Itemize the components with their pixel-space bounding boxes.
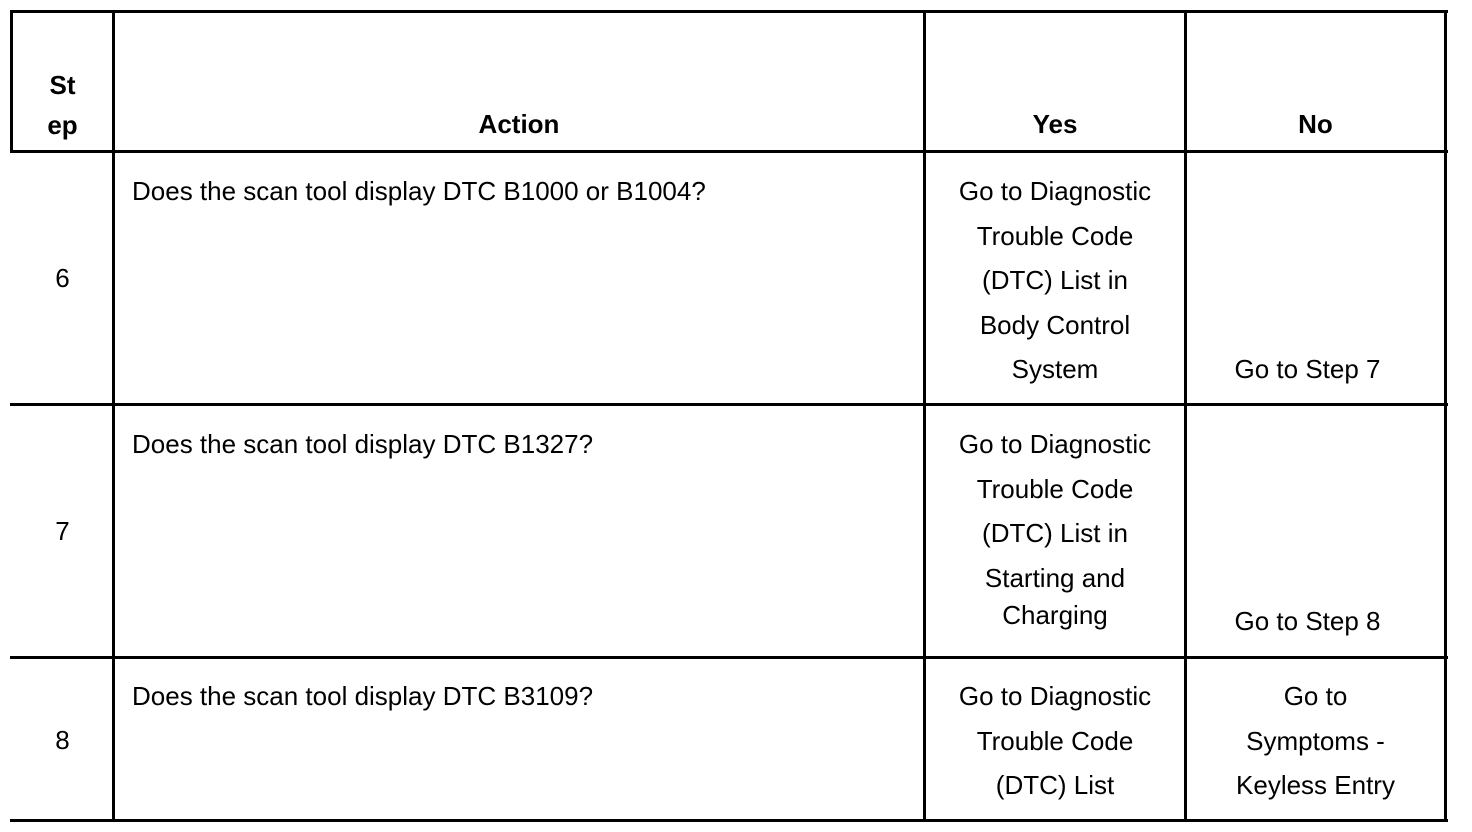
table-row-step: 7 — [55, 516, 70, 546]
table-row-no: Go to Step 8 — [1234, 606, 1381, 636]
table-row-no: Go to Step 7 — [1234, 354, 1381, 384]
table-row-yes: Go to Diagnostic Trouble Code (DTC) List in Starting and Charging — [958, 429, 1152, 630]
table-row-yes: Go to Diagnostic Trouble Code (DTC) List — [958, 681, 1152, 800]
border-right — [1444, 10, 1447, 822]
table-row-yes: Go to Diagnostic Trouble Code (DTC) List in Body Control System — [958, 176, 1152, 384]
header-step — [13, 0, 112, 150]
header-yes: Yes — [1032, 109, 1078, 139]
header-step-line-1: St — [49, 70, 76, 100]
header-action: Action — [478, 109, 560, 139]
table-row-action: Does the scan tool display DTC B1000 or B1004? — [132, 176, 706, 206]
table-row-action: Does the scan tool display DTC B1327? — [132, 429, 594, 459]
border-bottom — [10, 819, 1448, 822]
table-row-no: Go to Symptoms - Keyless Entry — [1236, 681, 1395, 800]
header-step-line-2: ep — [47, 110, 78, 140]
table-row-step: 8 — [55, 725, 70, 755]
header-no: No — [1298, 109, 1333, 139]
table-row-step: 6 — [55, 263, 70, 293]
table-row-action: Does the scan tool display DTC B3109? — [132, 681, 594, 711]
